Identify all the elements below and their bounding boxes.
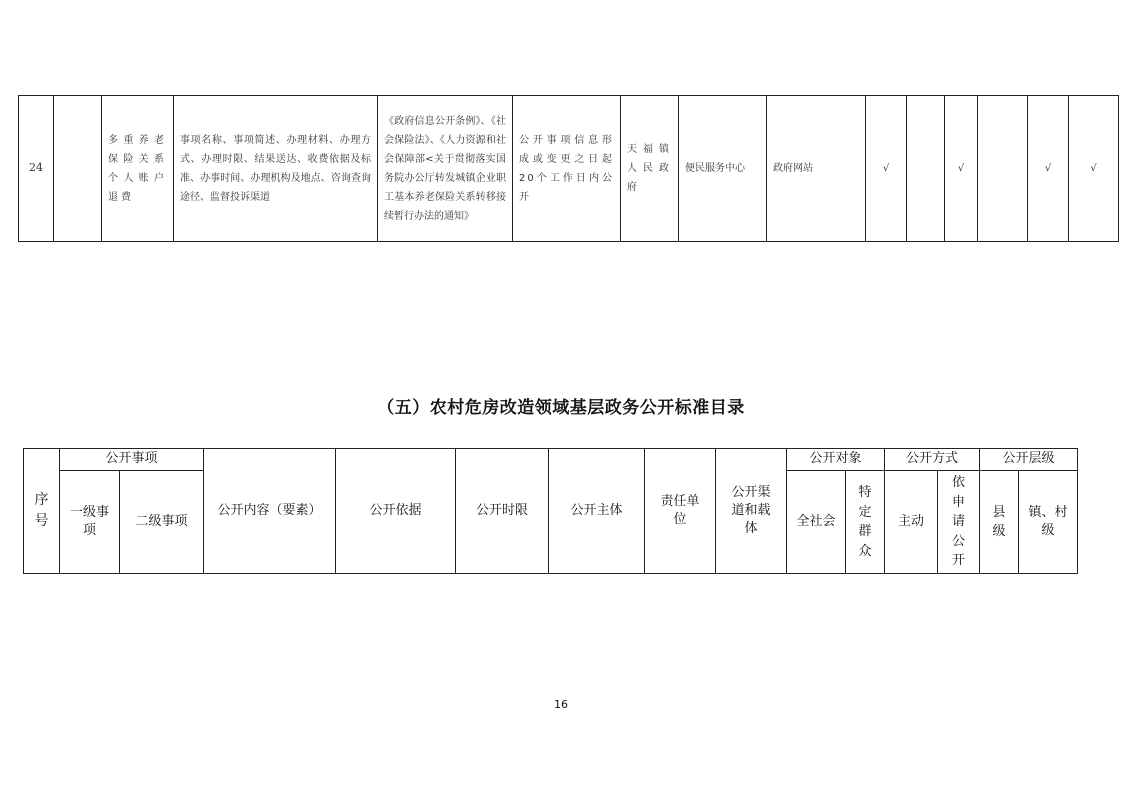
disclosure-content: 事项名称、事项简述、办理材料、办理方式、办理时限、结果送达、收费依据及标准、办事时间、办理机构及地点、咨询查询途径、监督投诉渠道 (174, 96, 378, 242)
header-level-group: 公开层级 (980, 449, 1078, 471)
header-level2: 二级事项 (120, 471, 204, 574)
header-whole-society: 全社会 (787, 471, 846, 574)
town-village-check: √ (1069, 96, 1119, 242)
disclosure-subject: 天福镇人民政府 (621, 96, 679, 242)
header-active: 主动 (885, 471, 938, 574)
disclosure-time-limit: 公开事项信息形成或变更之日起20个工作日内公开 (513, 96, 621, 242)
active-check: √ (945, 96, 978, 242)
county-check: √ (1028, 96, 1069, 242)
header-specific-group: 特定群众 (846, 471, 885, 574)
level2-item: 多重养老保险关系个人账户退费 (102, 96, 174, 242)
responsible-unit: 便民服务中心 (679, 96, 767, 242)
specific-group-check (907, 96, 945, 242)
item-24-table (18, 95, 1119, 242)
header-responsible: 责任单位 (645, 449, 716, 574)
catalog-header-table (23, 448, 1078, 574)
header-on-request: 依申请公开 (938, 471, 980, 574)
header-level1: 一级事项 (60, 471, 120, 574)
header-items-group: 公开事项 (60, 449, 204, 471)
header-method-group: 公开方式 (885, 449, 980, 471)
whole-society-check: √ (866, 96, 907, 242)
header-subject: 公开主体 (549, 449, 645, 574)
level1-item (54, 96, 102, 242)
header-basis: 公开依据 (336, 449, 456, 574)
on-request-check (978, 96, 1028, 242)
header-content: 公开内容（要素） (204, 449, 336, 574)
disclosure-channel: 政府网站 (767, 96, 866, 242)
header-time-limit: 公开时限 (456, 449, 549, 574)
row-index: 24 (19, 96, 54, 242)
header-row-1 (24, 449, 1078, 471)
header-index: 序号 (24, 449, 60, 574)
section-title: （五）农村危房改造领域基层政务公开标准目录 (377, 398, 745, 418)
header-county: 县级 (980, 471, 1019, 574)
table-row (19, 96, 1119, 242)
disclosure-basis: 《政府信息公开条例》、《社会保险法》、《人力资源和社会保障部<关于贯彻落实国务院办公厅转发城镇企业职工基本养老保险关系转移接续暂行办法的通知》 (378, 96, 513, 242)
page-number: 16 (554, 698, 568, 711)
header-town-village: 镇、村级 (1019, 471, 1078, 574)
header-channel: 公开渠道和载体 (716, 449, 787, 574)
header-target-group: 公开对象 (787, 449, 885, 471)
